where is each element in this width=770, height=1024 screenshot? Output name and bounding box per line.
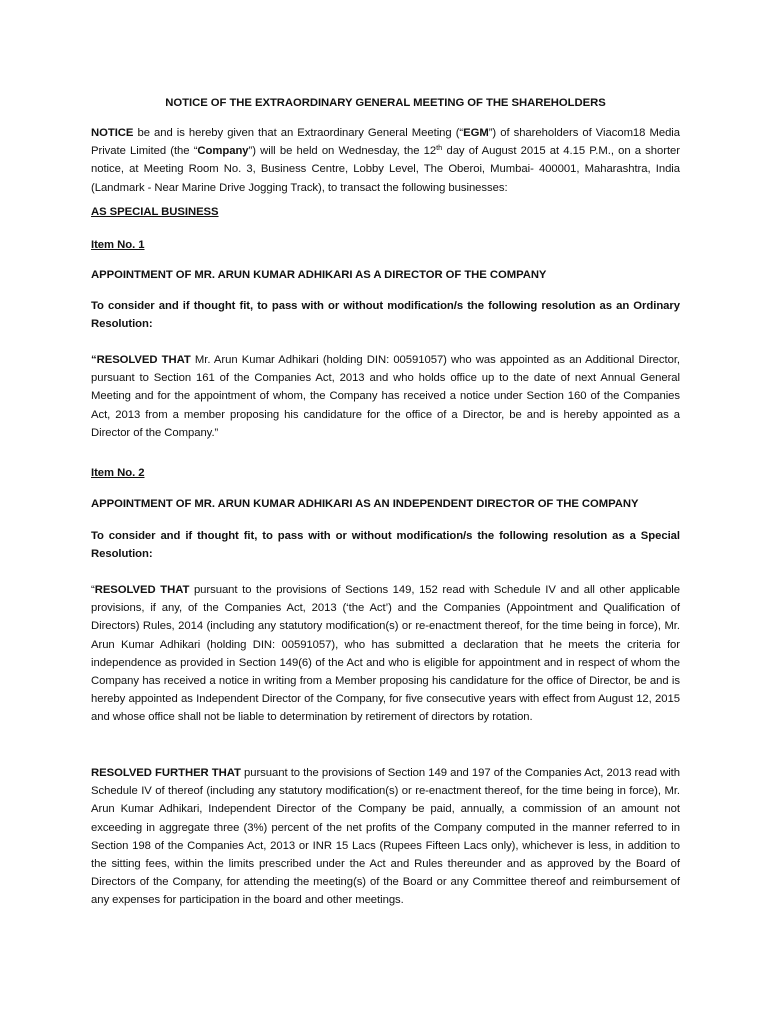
item-1-resolved-lead: “RESOLVED THAT [91, 354, 191, 366]
item-2-further-text: pursuant to the provisions of Section 149 and 197 of the Companies Act, 2013 read with Schedule IV of thereof (including any statutory modification(s) or re-enactment thereof, for the time being in force), Mr. Arun Kumar Adhikari, Independent Director of the Company be paid, annually, a commission of an amount not exceeding in aggregate three (3%) percent of the net profits of the Company computed in the manner referred to in Section 198 of the Companies Act, 2013 or INR 15 Lacs (Rupees Fifteen Lacs only), whichever is less, in addition to the sitting fees, within the limits prescribed under the Act and Rules thereunder and as approved by the Board of Directors of the Company, for attending the meeting(s) of the Board or any Committee thereof and reimbursement of any expenses for participation in the board and other meetings. [91, 767, 680, 907]
notice-lead: NOTICE [91, 127, 134, 139]
notice-paragraph [91, 124, 680, 197]
egm-term: EGM [463, 127, 489, 139]
item-2-resolved-open: “ [91, 584, 95, 596]
notice-text-4: day of August 2015 at 4.15 P.M., on a shorter notice, at Meeting Room No. 3, Business Centre, Lobby Level, The Oberoi, Mumbai- 400001, Maharashtra, India (Landmark - Near Marine Drive Jogging Track), to transact the following businesses: [91, 145, 680, 194]
notice-text-1: be and is hereby given that an Extraordinary General Meeting (“ [133, 127, 464, 139]
item-1-resolved-text: Mr. Arun Kumar Adhikari (holding DIN: 00591057) who was appointed as an Additional Director, pursuant to Section 161 of the Companies Act, 2013 and who holds office up to the date of next Annual General Meeting and for the appointment of whom, the Company has received a notice under Section 160 of the Companies Act, 2013 from a member proposing his candidature for the office of a Director, be and is hereby appointed as a Director of the Company.” [91, 354, 680, 439]
notice-title: NOTICE OF THE EXTRAORDINARY GENERAL MEETING OF THE SHAREHOLDERS [165, 97, 606, 109]
item-1-resolution [91, 351, 680, 442]
item-2-consider: To consider and if thought fit, to pass with or without modification/s the following resolution as a Special Resolution: [91, 530, 680, 561]
notice-text-2: ”) of shareholders of Viacom18 Media Private Limited (the “ [91, 127, 680, 158]
item-1-label: Item No. 1 [91, 239, 145, 251]
item-2-further-lead: RESOLVED FURTHER THAT [91, 767, 241, 779]
item-1-heading: APPOINTMENT OF MR. ARUN KUMAR ADHIKARI AS A DIRECTOR OF THE COMPANY [91, 269, 547, 281]
date-suffix: th [436, 143, 443, 153]
special-business-heading: AS SPECIAL BUSINESS [91, 206, 219, 218]
item-1-consider: To consider and if thought fit, to pass with or without modification/s the following resolution as an Ordinary Resolution: [91, 300, 680, 331]
item-2-resolved-text: pursuant to the provisions of Sections 149, 152 read with Schedule IV and all other applicable provisions, if any, of the Companies Act, 2013 (‘the Act’) and the Companies (Appointment and Qualification of Directors) Rules, 2014 (including any statutory modification(s) or re-enactment thereof, for the time being in force), Mr. Arun Kumar Adhikari (holding DIN: 00591057), who has submitted a declaration that he meets the criteria for independence as provided in Section 149(6) of the Act and who is eligible for appointment and in respect of whom the Company has received a notice in writing from a Member proposing his candidature for the office of Director, be and is hereby appointed as Independent Director of the Company, for five consecutive years with effect from August 12, 2015 and whose office shall not be liable to determination by retirement of directors by rotation. [91, 584, 680, 724]
item-2-further-resolution [91, 764, 680, 910]
item-2-resolution [91, 581, 680, 727]
company-term: Company [197, 145, 249, 158]
item-2-label: Item No. 2 [91, 467, 145, 479]
notice-text-3: ”) will be held on Wednesday, the 12 [248, 145, 437, 158]
item-2-resolved-lead: RESOLVED THAT [94, 584, 190, 596]
item-2-heading: APPOINTMENT OF MR. ARUN KUMAR ADHIKARI AS AN INDEPENDENT DIRECTOR OF THE COMPANY [91, 498, 639, 510]
